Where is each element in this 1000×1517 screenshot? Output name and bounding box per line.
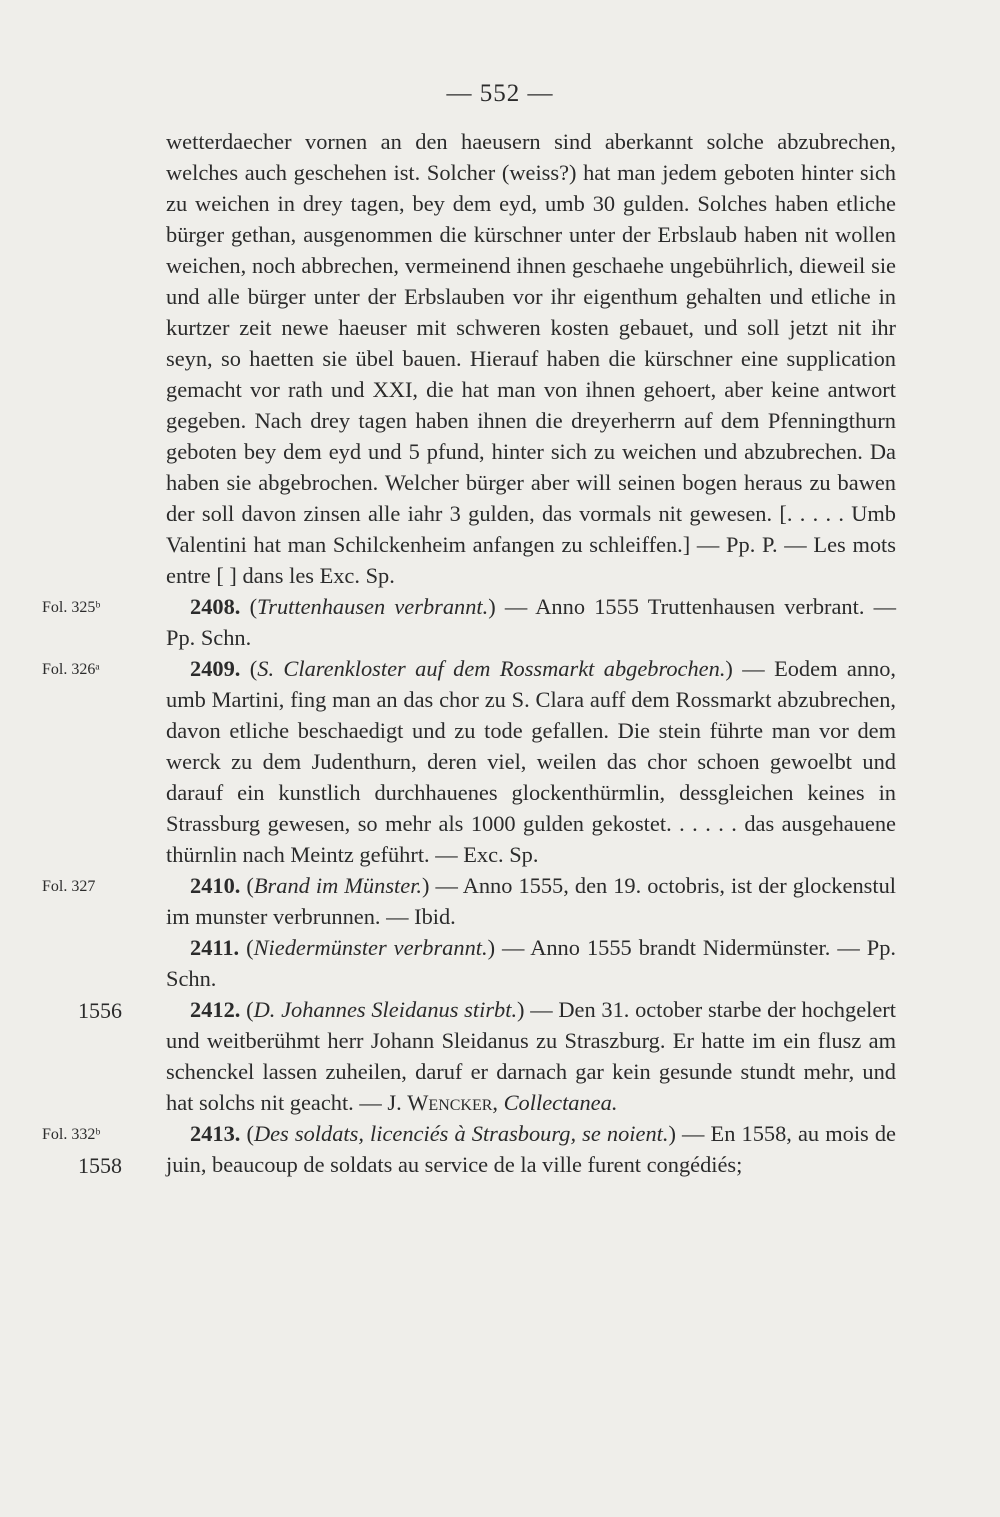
entry-number: 2409. [190, 656, 241, 681]
intro-paragraph: wetterdaecher vornen an den haeusern sind aberkannt solche abzubrechen, welches auch geschehen ist. Solcher (weiss?) hat man jedem geboten hinter sich zu weichen in drey tagen, bey dem eyd, umb 30 gulden. Solches haben etliche bürger gethan, ausgenommen die kürschner unter der Erbslaub haben nit wollen weichen, noch abbrechen, vermeinend ihnen geschaehe ungebührlich, dieweil sie und alle bürger unter der Erbslauben vor ihr eigenthum gehalten und etliche in kurtzer zeit newe haeuser mit schweren kosten gebauet, und soll jetzt nit ihr seyn, so haetten sie übel bauen. Hierauf haben die kürschner eine supplication gemacht vor rath und XXI, die hat man von ihnen gehoert, aber keine antwort gegeben. Nach drey tagen haben ihnen die dreyerherrn auf dem Pfenningthurn geboten bey dem eyd und 5 pfund, hinter sich zu weichen und abzubrechen. Da haben sie abgebrochen. Welcher bürger aber will seinen bogen heraus zu bawen der soll davon zinsen alle iahr 3 gulden, das vormals nit gewesen. [. . . . . Umb Valentini hat man Schilckenheim anfangen zu schleiffen.] — Pp. P. — Les mots entre [ ] dans les Exc. Sp. [166, 129, 896, 588]
margin-note [0, 871, 124, 902]
entry-number: 2413. [190, 1121, 241, 1146]
entry-text: — Anno 1555 Truttenhausen verbrant. — Pp. Schn. [166, 594, 896, 650]
entry-number: 2411. [190, 935, 240, 960]
entry-title: Truttenhausen verbrannt. [257, 594, 489, 619]
year-ref: 1558 [78, 1153, 122, 1178]
entry-2413: Fol. 332ᵇ 1558 2413. (Des soldats, licenciés à Strasbourg, se noient.) — En 1558, au mois de juin, beaucoup de soldats au service de la ville furent congédiés; [166, 1118, 896, 1180]
folio-ref: Fol. 326ᵃ [42, 661, 100, 678]
folio-ref: Fol. 332ᵇ [42, 1126, 101, 1143]
page-body [42, 126, 896, 1180]
source-title: Collectanea. [503, 1090, 618, 1115]
margin-note [0, 592, 124, 623]
entry-2408: Fol. 325ᵇ 2408. (Truttenhausen verbrannt.) — Anno 1555 Truttenhausen verbrant. — Pp. Schn. [166, 591, 896, 653]
page-number: — 552 — [446, 80, 554, 107]
entry-title: Niedermünster verbrannt. [253, 935, 488, 960]
source-author: Wencker [407, 1090, 493, 1115]
entry-number: 2408. [190, 594, 241, 619]
entry-title: D. Johannes Sleidanus stirbt. [253, 997, 518, 1022]
entry-text: — Anno 1555, den 19. octobris, ist der glockenstul im munster verbrunnen. — Ibid. [166, 873, 896, 929]
entry-2410: Fol. 327 2410. (Brand im Münster.) — Anno 1555, den 19. octobris, ist der glockenstul im munster verbrunnen. — Ibid. [166, 870, 896, 932]
entry-number: 2410. [190, 873, 241, 898]
margin-note [0, 1119, 124, 1181]
year-ref: 1556 [78, 998, 122, 1023]
entry-number: 2412. [190, 997, 241, 1022]
folio-ref: Fol. 327 [42, 878, 96, 895]
margin-note [0, 654, 124, 685]
entry-text: — Anno 1555 brandt Nidermünster. — Pp. Schn. [166, 935, 896, 991]
entry-title: Brand im Münster. [253, 873, 423, 898]
entry-2409: Fol. 326ᵃ 2409. (S. Clarenkloster auf dem Rossmarkt abgebrochen.) — Eodem anno, umb Martini, fing man an das chor zu S. Clara auff dem Rossmarkt abzubrechen, davon etliche beschaedigt und zu tode gefallen. Die stein führte man vor dem werck zu dem Judenthurn, deren viel, weilen das chor schoen gewoelbt und darauf ein kunstlich durchhauenes glockenthürmlin, dessgleichen keines in Strassburg gewesen, so mehr als 1000 gulden gekostet. . . . . . das ausgehauene thürnlin nach Meintz geführt. — Exc. Sp. [166, 653, 896, 870]
entry-title: S. Clarenkloster auf dem Rossmarkt abgebrochen. [257, 656, 726, 681]
entry-2411: 2411. (Niedermünster verbrannt.) — Anno 1555 brandt Nidermünster. — Pp. Schn. [166, 935, 896, 991]
entry-text: — En 1558, au mois de juin, beaucoup de soldats au service de la ville furent congédiés; [166, 1121, 896, 1177]
margin-note [0, 995, 124, 1026]
entry-2412: 1556 2412. (D. Johannes Sleidanus stirbt.) — Den 31. october starbe der hochgelert und weitberühmt herr Johann Sleidanus zu Straszburg. Er hatte im ein flusz am schenckel lassen zuheilen, daruf er darnach gar kein gesunde stundt mehr, und hat solchs nit geacht. — J. Wencker, Collectanea. [166, 994, 896, 1118]
entry-title: Des soldats, licenciés à Strasbourg, se noient. [253, 1121, 669, 1146]
folio-ref: Fol. 325ᵇ [42, 599, 101, 616]
entry-text: — Den 31. october starbe der hochgelert und weitberühmt herr Johann Sleidanus zu Straszburg. Er hatte im ein flusz am schenckel lassen zuheilen, daruf er darnach gar kein gesunde stundt mehr, und hat solchs nit geacht. — J. [166, 997, 896, 1115]
entry-text: — Eodem anno, umb Martini, fing man an das chor zu S. Clara auff dem Rossmarkt abzubrechen, davon etliche beschaedigt und zu tode gefallen. Die stein führte man vor dem werck zu dem Judenthurn, deren viel, weilen das chor schoen gewoelbt und darauf ein kunstlich durchhauenes glockenthürmlin, dessgleichen keines in Strassburg gewesen, so mehr als 1000 gulden gekostet. . . . . . das ausgehauene thürnlin nach Meintz geführt. — Exc. Sp. [166, 656, 896, 867]
source-separator: , [492, 1090, 504, 1115]
